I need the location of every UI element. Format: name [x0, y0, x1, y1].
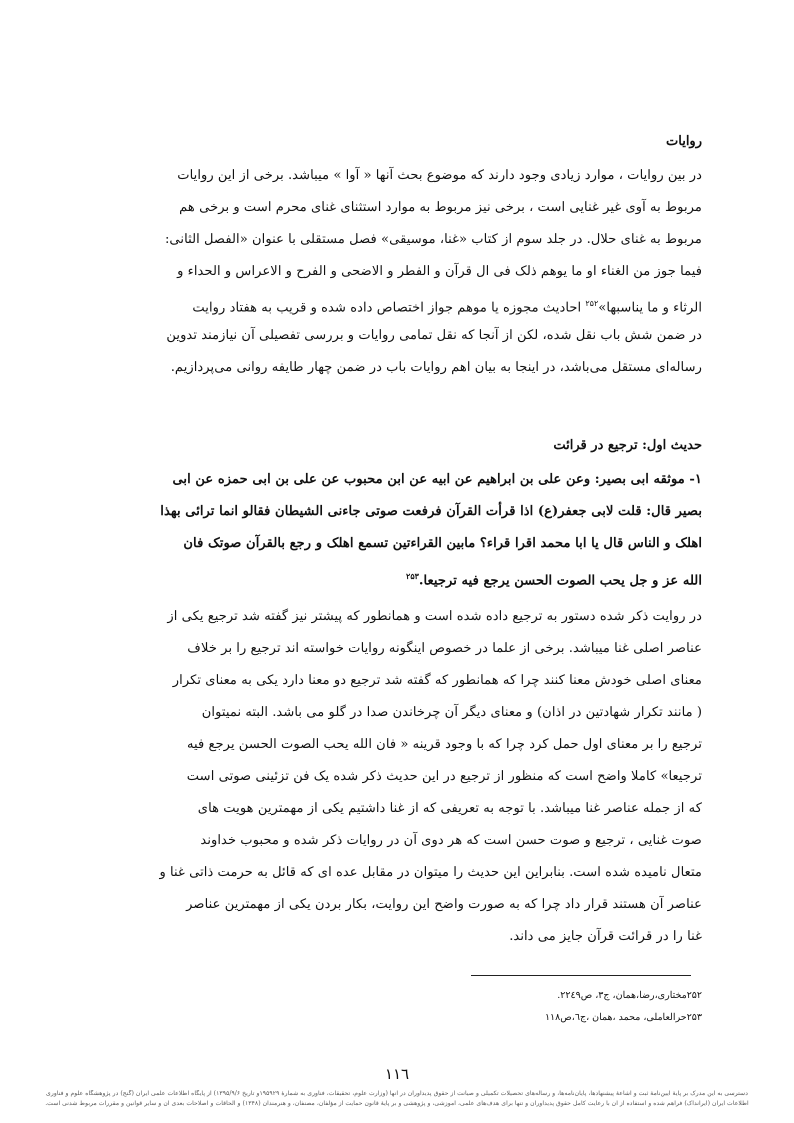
paragraph-line: غنا را در قرائت قرآن جایز می داند. — [509, 929, 702, 944]
paragraph-line: صوت غنایی ، ترجیع و صوت حسن است که هر دوی آن در روایات ذکر شده و محبوب خداوند — [200, 833, 702, 848]
page-number: ۱۱٦ — [384, 1065, 410, 1083]
paragraph-line: رساله‌ای مستقل می‌باشد، در اینجا به بیان اهم روایات باب در ضمن چهار طایفه روانی می‌پردازیم. — [170, 360, 702, 375]
hadith-line: ۱- موثقه ابی بصیر: وعن علی بن ابراهیم عن ابیه عن ابن محبوب عن علی بن ابی حمزه عن ابی — [172, 472, 702, 487]
paragraph-line: متعال نامیده شده است. بنابراین این حدیث را میتوان در مقابل عده ای که قائل به حرمت ذاتی غنا و — [159, 865, 702, 880]
line-text: الله عز و جل یحب الصوت الحسن یرجع فیه ترجیعا. — [418, 573, 702, 589]
paragraph-line: ترجیعا» کاملا واضح است که منظور از ترجیع در این حدیث ذکر شده یک فن تزئینی صوتی است — [186, 769, 702, 784]
paragraph-line: مربوط به غنای حلال. در جلد سوم از کتاب «غنا، موسیقی» فصل مستقلی با عنوان «الفصل الثانی: — [164, 232, 702, 247]
hadith-heading: حدیث اول: ترجیع در قرائت — [553, 438, 702, 453]
footnote: ۲۵۳حرالعاملی، محمد ،همان ،ج٦،ص۱۱۸ — [544, 1012, 702, 1023]
paragraph-line: که از جمله عناصر غنا میباشد. با توجه به تعریفی که از غنا داشتیم یکی از مهمترین هویت های — [197, 801, 702, 816]
paragraph-line: عناصر آن هستند قرار داد چرا که به صورت واضح این روایت، بکار بردن یکی از مهمترین عناصر — [186, 897, 702, 912]
footnote: ۲۵۲مختاری،رضا،همان، ج۳، ص۲۲٤۹. — [557, 990, 702, 1001]
paragraph-line: در ضمن شش باب نقل شده، لکن از آنجا که نقل تمامی روایات و بررسی تفصیلی آن نیازمند تدوین — [166, 328, 702, 343]
footnote-marker: ۲۵۲ — [585, 299, 599, 308]
hadith-line — [92, 560, 702, 592]
analysis-paragraph — [92, 601, 702, 953]
paragraph-line: در بین روایات ، موارد زیادی وجود دارند که موضوع بحث آنها « آوا » میباشد. برخی از این روایات — [177, 168, 702, 183]
paragraph-line — [92, 288, 702, 320]
paragraph-line: فیما جوز من الغناء او ما یوهم ذلک فی ال قرآن و الفطر و الاضحی و الفرح و الاعراس و الحداء و — [177, 264, 702, 279]
copyright-disclaimer: دسترسی به این مدرک بر پایهٔ آیین‌نامهٔ ثبت و اشاعهٔ پیشنهادها، پایان‌نامه‌ها، و رساله‌های تحصیلات تکمیلی و صیانت از حقوق پدیدآوران در آنها (وزارت علوم، تحقیقات، فناوری به شمارهٔ ۱۹۵۹۲۹و تاریخ ۱۳۹۵/۹/۶) از پایگاه اطلاعات علمی ایران (گنج) در پژوهشگاه علوم و فناوری — [46, 1090, 748, 1097]
hadith-line: بصیر قال: قلت لابی جعفر(ع) اذا قرأت القرآن فرفعت صوتی جاءنی الشیطان فقالو انما ترائی بهذا — [160, 504, 702, 519]
section-heading: روایات — [666, 134, 702, 149]
intro-paragraph — [92, 160, 702, 384]
paragraph-line: ترجیع را بر معنای اول حمل کرد چرا که با وجود قرینه « فان الله یحب الصوت الحسن یرجع فیه — [186, 737, 702, 752]
paragraph-line: مربوط به آوی غیر غنایی است ، برخی نیز مربوط به موارد استثنای غنای محرم است و برخی هم — [179, 200, 702, 215]
paragraph-line: عناصر اصلی غنا میباشد. برخی از علما در خصوص اینگونه روایات خواسته اند ترجیع را بر خلاف — [187, 641, 702, 656]
line-text: الرثاء و ما یناسبها» — [598, 300, 702, 316]
copyright-disclaimer: اطلاعات ایران (ایرانداک) فراهم شده و استفاده از آن با رعایت کامل حقوق پدیدآوران و تنها برای هدف‌های علمی، آموزشی، و پژوهشی و بر پایهٔ قانون حمایت از مؤلفان، مصنفان، و هنرمندان (۱۳۴۸) و الحاقات و اصلاحات بعدی آن و سایر قوانین و مقررات مربوط شدنی است. — [45, 1100, 749, 1107]
paragraph-line: در روایت ذکر شده دستور به ترجیع داده شده است و همانطور که پیشتر نیز گفته شد ترجیع یکی از — [167, 609, 702, 624]
footnote-marker: ۲۵۳ — [406, 571, 419, 581]
hadith-line: اهلک و الناس قال یا ابا محمد اقرا قراء؟ مابین القراءتین تسمع اهلک و رجع بالقرآن صوتک فان — [183, 536, 702, 551]
paragraph-line: معنای اصلی خودش معنا کنند چرا که همانطور که گفته شد ترجیع دو معنا دارد یکی به معنای تکرار — [172, 673, 702, 688]
line-text: احادیث مجوزه یا موهم جواز اختصاص داده شده و قریب به هفتاد روایت — [192, 300, 586, 316]
footnote-divider — [471, 975, 691, 976]
hadith-paragraph — [92, 464, 702, 592]
paragraph-line: ( مانند تکرار شهادتین در اذان) و معنای دیگر آن چرخاندن صدا در گلو می باشد. البته نمیتوان — [201, 705, 702, 720]
